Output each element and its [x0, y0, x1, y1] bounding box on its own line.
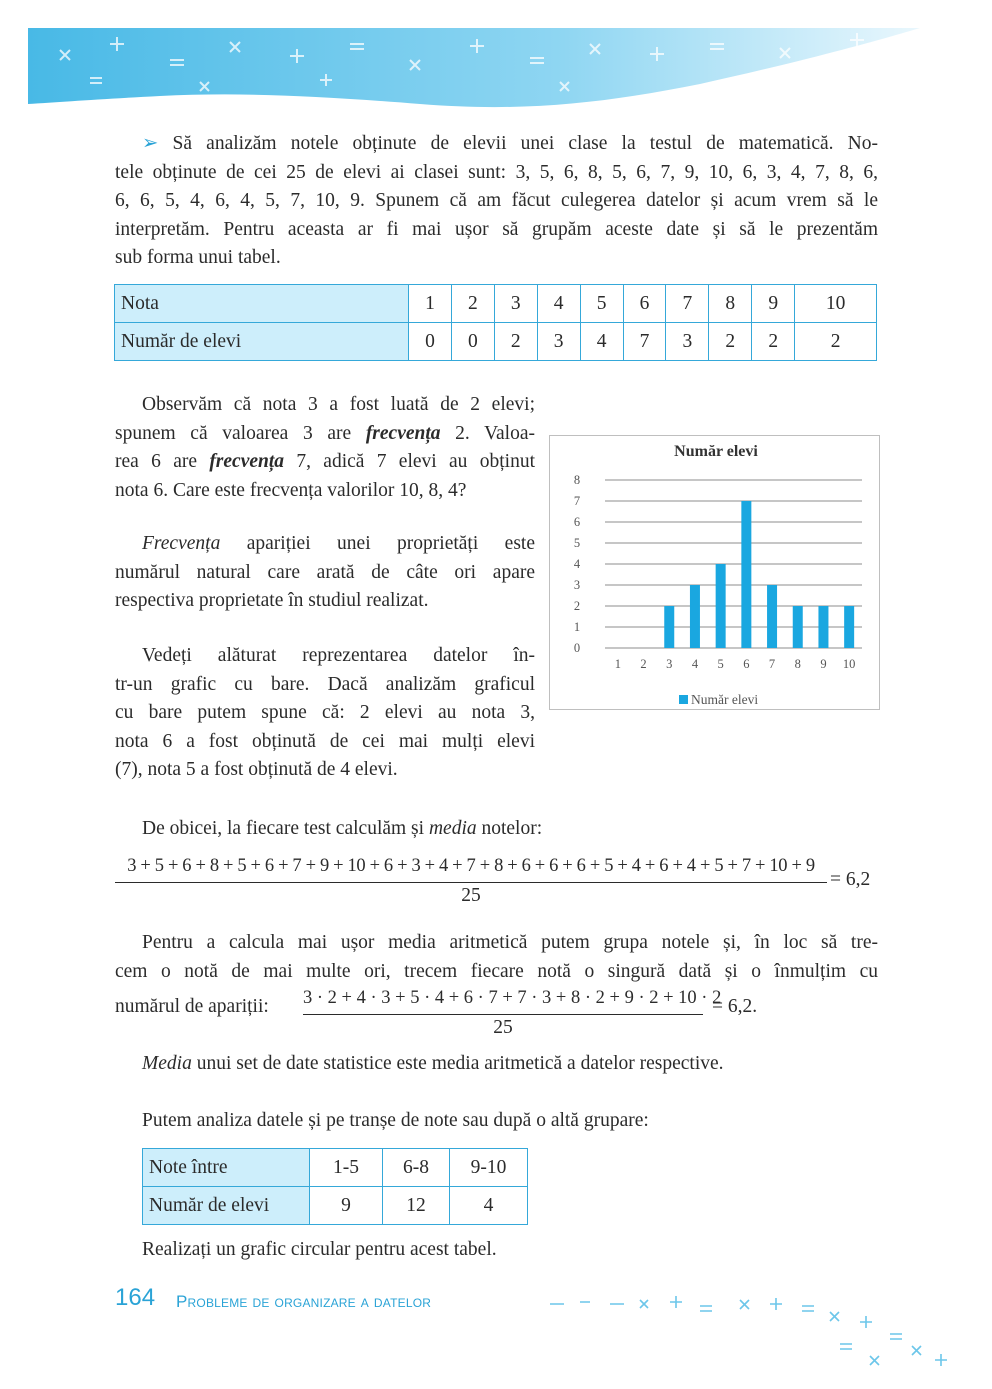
term-frequency: frecvența	[209, 451, 285, 472]
range-cell: 1-5	[310, 1149, 383, 1187]
bar	[844, 606, 854, 648]
table-row	[115, 285, 877, 323]
legend-swatch	[679, 695, 688, 704]
chart-explanation-paragraph	[115, 642, 535, 785]
text-line: Vedeți alăturat reprezentarea datelor în-	[142, 645, 535, 666]
range-cell: 9-10	[450, 1149, 528, 1187]
text-line: nota 6. Care este frecvența valorilor 10, 8, 4?	[115, 479, 467, 501]
x-tick-label: 1	[614, 657, 621, 671]
chart-title: Număr elevi	[674, 443, 758, 460]
y-tick-label: 3	[573, 578, 581, 592]
count-cell: 9	[310, 1187, 383, 1225]
count-cell: 2	[752, 323, 795, 361]
ranges-table	[142, 1148, 528, 1225]
grouping-intro	[115, 1107, 878, 1136]
text-line: (7), nota 5 a fost obținută de 4 elevi.	[115, 759, 398, 780]
count-cell: 7	[623, 323, 666, 361]
row-label-grade: Nota	[115, 285, 409, 323]
x-tick-label: 8	[794, 657, 801, 671]
chapter-title: Probleme de organizare a datelor	[176, 1292, 432, 1311]
bar	[664, 606, 674, 648]
text-span: rea 6 are	[115, 451, 210, 472]
count-cell: 0	[451, 323, 494, 361]
count-cell: 4	[580, 323, 623, 361]
text-line: cu bare putem spune că: 2 elevi au nota 3,	[115, 702, 535, 723]
intro-line: Să analizăm notele obținute de elevii unei clase la testul de matematică. No-	[172, 133, 878, 154]
text-line: numărul de apariții:	[115, 996, 269, 1017]
row-label-count: Număr de elevi	[143, 1187, 310, 1225]
count-cell: 12	[383, 1187, 450, 1225]
text-span: spunem că valoarea 3 are	[115, 422, 366, 444]
text-span: unui set de date statistice este media aritmetică a datelor respective.	[191, 1053, 724, 1074]
range-cell: 6-8	[383, 1149, 450, 1187]
table-row	[143, 1149, 528, 1187]
term-frequency: frecvența	[365, 422, 441, 444]
intro-line: sub forma unui tabel.	[115, 247, 281, 268]
x-tick-label: 6	[743, 657, 750, 671]
sum-numerator: 3 + 5 + 6 + 8 + 5 + 6 + 7 + 9 + 10 + 6 + 3 + 4 + 7 + 8 + 6 + 6 + 6 + 5 + 4 + 6 + 4 + 5 + 7 + 10 + 9	[127, 856, 815, 876]
text-line: tr-un grafic cu bare. Dacă analizăm graficul	[115, 673, 535, 695]
row-label-ranges: Note între	[143, 1149, 310, 1187]
grades-table	[114, 284, 877, 361]
sum-fraction	[115, 856, 827, 877]
count-cell: 3	[666, 323, 709, 361]
sum-result: = 6,2	[830, 869, 871, 890]
frequency-paragraph	[115, 391, 535, 505]
arrow-icon: ➢	[142, 133, 159, 154]
count-cell: 4	[450, 1187, 528, 1225]
sum-fraction-line	[115, 882, 827, 883]
grade-cell: 7	[666, 285, 709, 323]
term-frequency: Frecvența	[142, 533, 221, 554]
weighted-denominator: 25	[493, 1017, 513, 1038]
footer-decoration	[540, 1282, 980, 1382]
chart-legend	[679, 692, 758, 707]
weighted-numerator: 3 · 2 + 4 · 3 + 5 · 4 + 6 · 7 + 7 · 3 + 8 · 2 + 9 · 2 + 10 · 2	[303, 988, 722, 1008]
text-line: numărul natural care arată de câte ori apare	[115, 561, 535, 583]
x-tick-label: 2	[640, 657, 647, 671]
text-span: notelor:	[476, 818, 543, 839]
weighted-paragraph	[115, 929, 878, 986]
table-row	[143, 1187, 528, 1225]
y-tick-label: 8	[573, 473, 581, 487]
y-tick-label: 0	[573, 641, 581, 655]
table-row	[115, 323, 877, 361]
bar	[716, 564, 726, 648]
y-tick-label: 2	[573, 599, 581, 613]
count-cell: 2	[494, 323, 537, 361]
count-cell: 0	[409, 323, 452, 361]
sum-denominator: 25	[461, 885, 481, 906]
y-tick-label: 6	[573, 515, 581, 529]
y-tick-label: 5	[573, 536, 581, 550]
grade-cell: 8	[709, 285, 752, 323]
text-span: 2. Valoa-	[440, 422, 535, 444]
weighted-result: = 6,2.	[712, 996, 758, 1017]
x-tick-label: 4	[691, 657, 699, 671]
text-span: 7, adică 7 elevi au obținut	[284, 451, 535, 472]
text-line: Pentru a calcula mai ușor media aritmetică putem grupa notele și, în loc să tre-	[142, 932, 878, 953]
weighted-fraction	[303, 988, 722, 1009]
x-tick-label: 5	[717, 657, 724, 671]
x-tick-label: 10	[842, 657, 856, 671]
bar-chart-svg	[550, 436, 879, 709]
text-span: De obicei, la fiecare test calculăm și	[142, 818, 429, 839]
count-cell: 2	[709, 323, 752, 361]
text-line: Realizați un grafic circular pentru acest tabel.	[142, 1239, 497, 1260]
bar	[793, 606, 803, 648]
text-line: cem o notă de mai multe ori, trecem fiecare notă o singură dată și o înmulțim cu	[115, 960, 878, 982]
weighted-fraction-line	[303, 1014, 703, 1015]
count-cell: 2	[795, 323, 877, 361]
bar	[690, 585, 700, 648]
media-intro	[115, 815, 878, 844]
grade-cell: 5	[580, 285, 623, 323]
text-line: nota 6 a fost obținută de cei mai mulți elevi	[115, 730, 535, 752]
grade-cell: 3	[494, 285, 537, 323]
grade-cell: 2	[451, 285, 494, 323]
media-definition	[115, 1050, 878, 1079]
intro-paragraph	[115, 130, 878, 273]
definition-paragraph	[115, 530, 535, 616]
intro-line: tele obținute de cei 25 de elevi ai clasei sunt: 3, 5, 6, 8, 5, 6, 7, 9, 10, 6, 3, 4, 7, 8, 6,	[115, 161, 878, 183]
text-line: respectiva proprietate în studiul realizat.	[115, 590, 429, 611]
grade-cell: 1	[409, 285, 452, 323]
grade-cell: 10	[795, 285, 877, 323]
row-label-count: Număr de elevi	[115, 323, 409, 361]
term-media: Media	[142, 1053, 192, 1074]
text-span: apariției unei proprietăți este	[220, 533, 535, 554]
y-tick-label: 1	[573, 620, 581, 634]
grade-cell: 6	[623, 285, 666, 323]
task-text	[115, 1236, 878, 1265]
grade-cell: 4	[537, 285, 580, 323]
legend-label: Număr elevi	[691, 692, 759, 707]
intro-line: 6, 6, 5, 4, 6, 4, 5, 7, 10, 9. Spunem că am făcut culegerea datelor și acum vrem să le	[115, 190, 878, 211]
y-tick-label: 7	[573, 494, 581, 508]
x-tick-label: 3	[666, 657, 673, 671]
x-tick-label: 7	[768, 657, 776, 671]
y-tick-label: 4	[573, 557, 581, 571]
term-media: media	[428, 818, 477, 839]
x-tick-label: 9	[820, 657, 827, 671]
page-number: 164	[115, 1284, 156, 1311]
bar	[767, 585, 777, 648]
bar	[741, 501, 751, 648]
intro-line: interpretăm. Pentru aceasta ar fi mai ușor să grupăm aceste date și să le prezentăm	[115, 218, 878, 240]
text-line: Putem analiza datele și pe tranșe de note sau după o altă grupare:	[142, 1110, 649, 1131]
header-decoration	[0, 0, 992, 120]
bar-chart	[549, 435, 880, 710]
bar	[818, 606, 828, 648]
grade-cell: 9	[752, 285, 795, 323]
count-cell: 3	[537, 323, 580, 361]
text-line: Observăm că nota 3 a fost luată de 2 elevi;	[142, 394, 535, 415]
